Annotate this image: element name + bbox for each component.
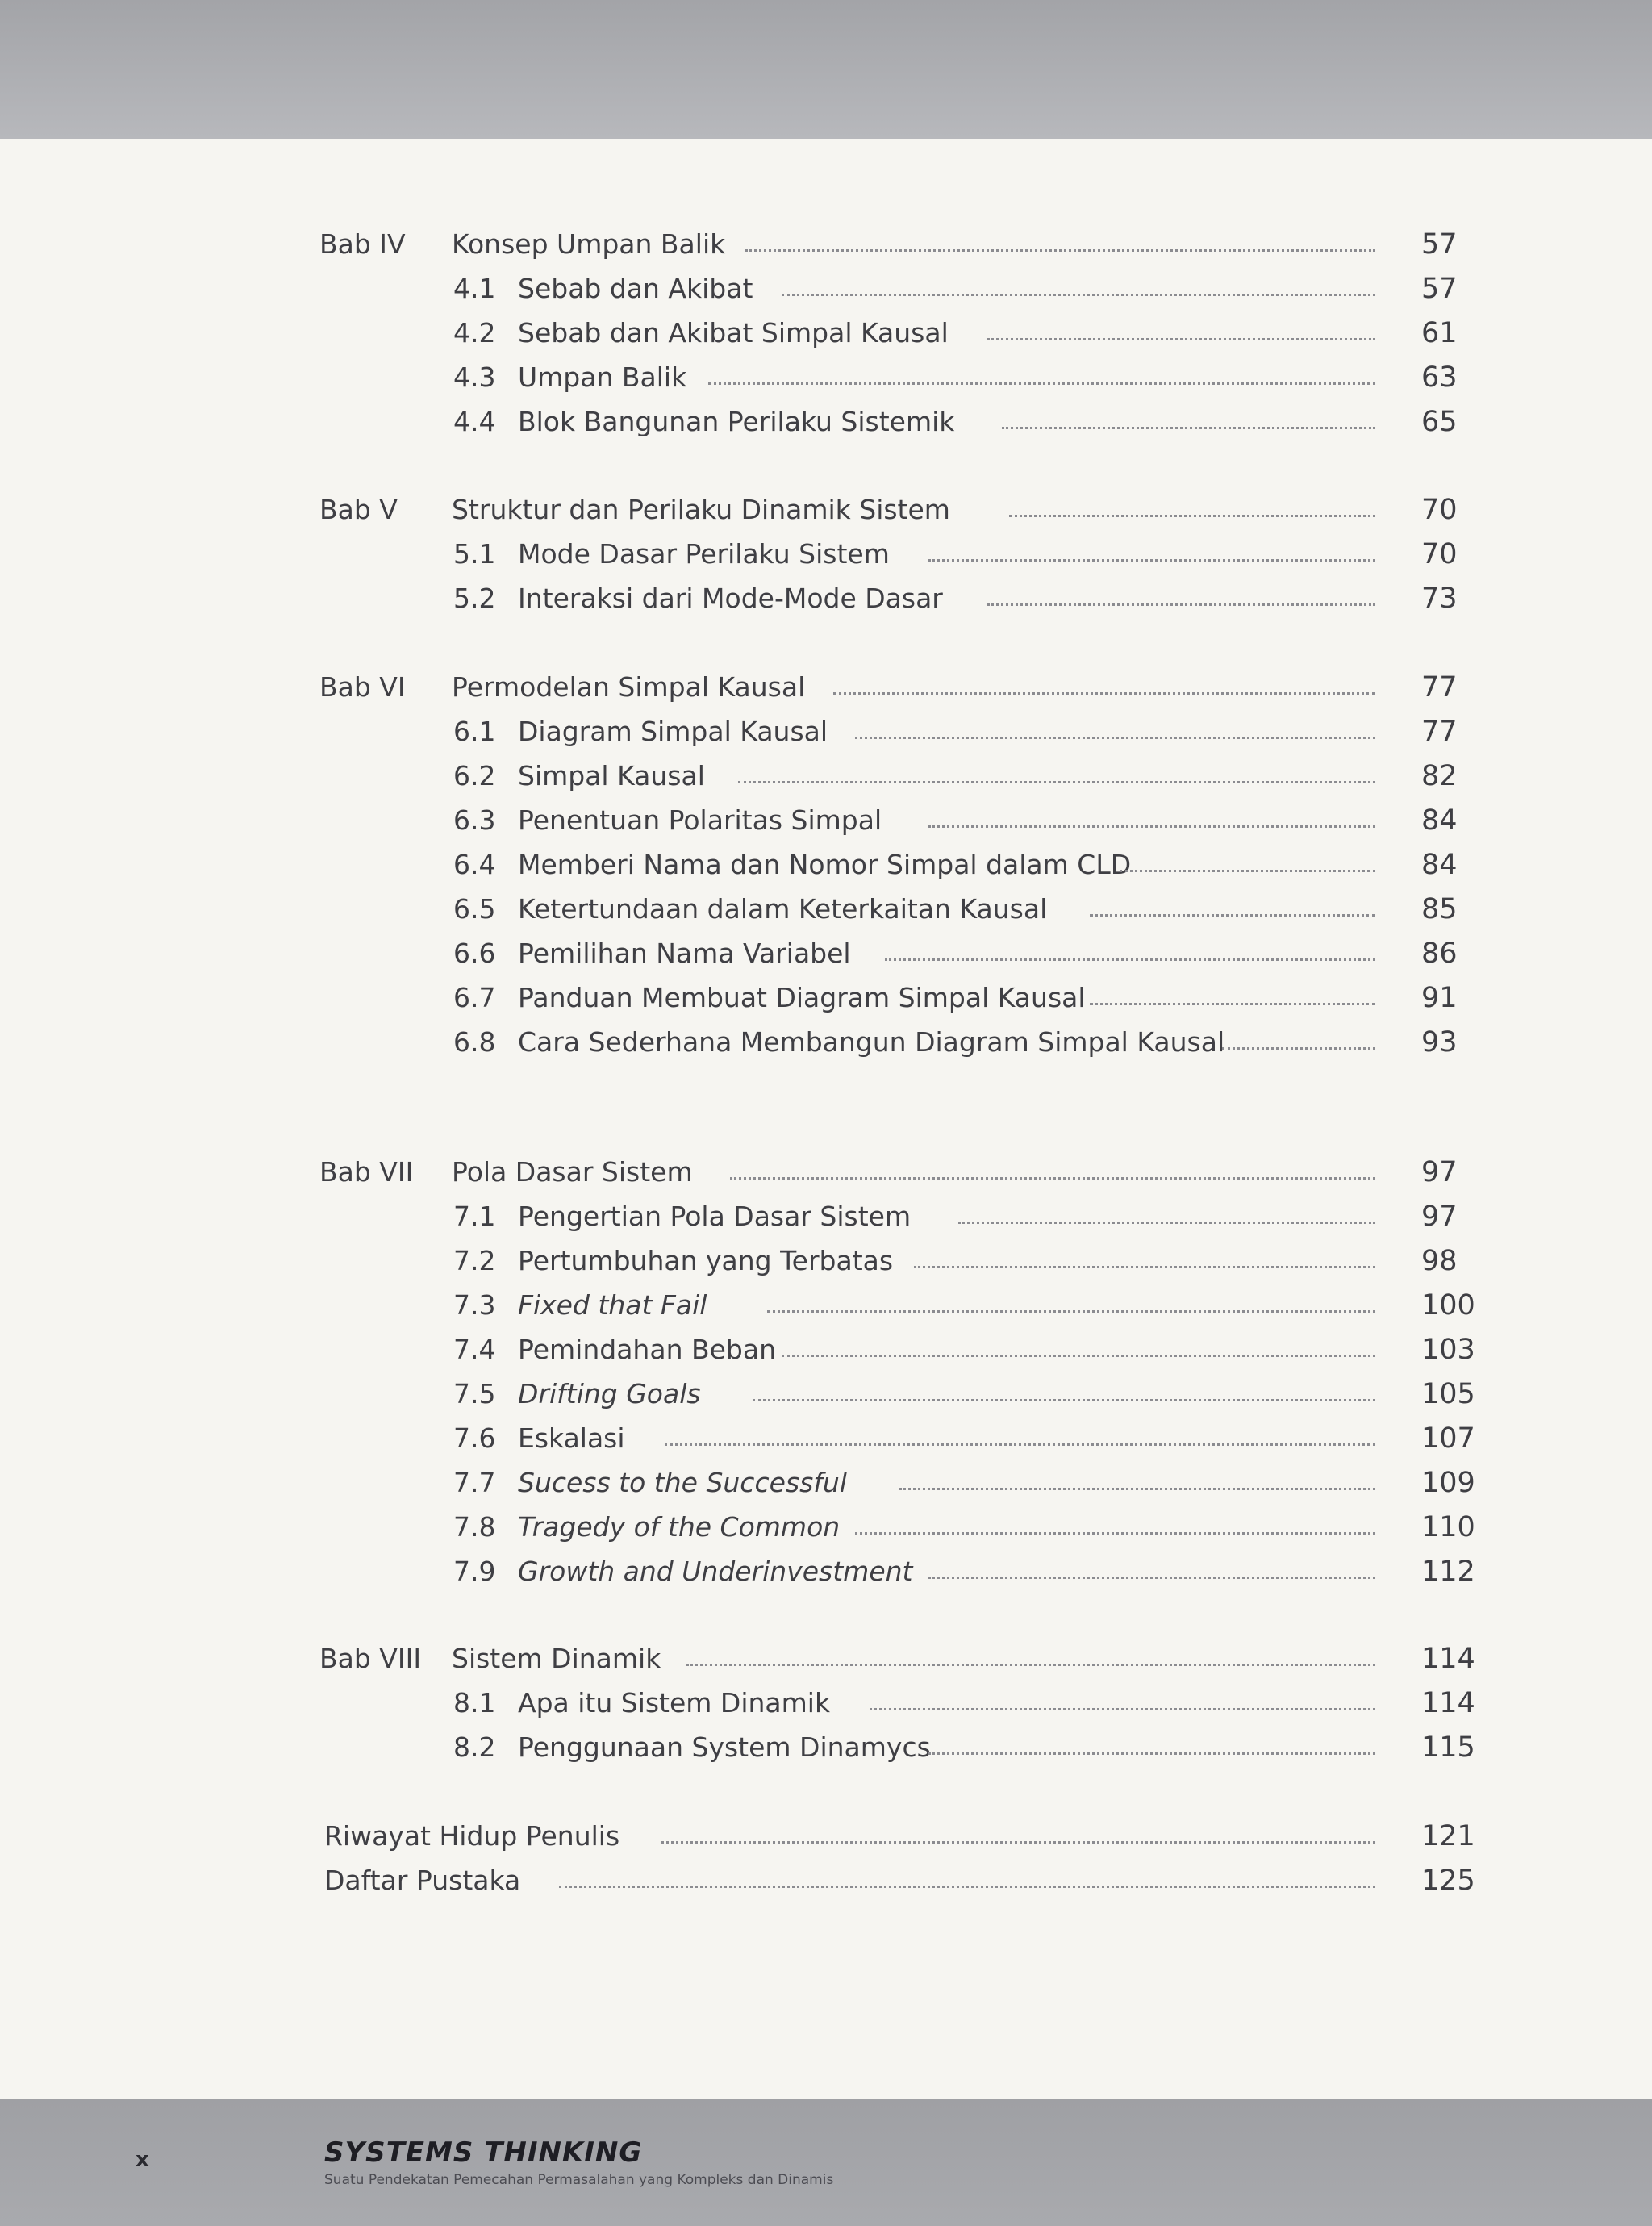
page-number: 93 — [1421, 1026, 1458, 1059]
toc-entry — [0, 1201, 1652, 1233]
dot-leader — [745, 249, 1375, 252]
page-number: 86 — [1421, 938, 1458, 970]
dot-leader — [855, 1532, 1375, 1535]
toc-entry — [0, 1731, 1652, 1764]
section-number: 8.1 — [453, 1687, 496, 1719]
page-number: 57 — [1421, 273, 1458, 305]
toc-entry — [0, 1245, 1652, 1277]
page-number: 107 — [1421, 1422, 1475, 1455]
section-number: 4.1 — [453, 273, 496, 304]
footer-band — [0, 2099, 1652, 2226]
page-number: 84 — [1421, 849, 1458, 881]
dot-leader — [914, 1266, 1375, 1268]
page-number: 114 — [1421, 1687, 1475, 1719]
dot-leader — [885, 958, 1375, 961]
page-number: 65 — [1421, 406, 1458, 438]
section-title: Mode Dasar Perilaku Sistem — [518, 538, 890, 570]
chapter-label: Bab VII — [319, 1156, 414, 1188]
toc-entry — [0, 1865, 1652, 1897]
section-number: 6.5 — [453, 893, 496, 925]
section-title: Cara Sederhana Membangun Diagram Simpal Kausal — [518, 1026, 1225, 1058]
page-number: 61 — [1421, 317, 1458, 349]
section-number: 7.2 — [453, 1245, 496, 1276]
toc-entry — [0, 1156, 1652, 1188]
page-number: 98 — [1421, 1245, 1458, 1277]
section-title: Interaksi dari Mode-Mode Dasar — [518, 583, 943, 614]
dot-leader — [559, 1886, 1375, 1888]
section-number: 8.2 — [453, 1731, 496, 1763]
dot-leader — [1090, 1003, 1375, 1005]
section-number: 4.2 — [453, 317, 496, 349]
dot-leader — [833, 692, 1375, 695]
toc-entry — [0, 716, 1652, 748]
section-title: Fixed that Fail — [518, 1289, 707, 1321]
section-title: Sebab dan Akibat Simpal Kausal — [518, 317, 949, 349]
section-title: Sucess to the Successful — [518, 1467, 847, 1498]
chapter-label: Bab VI — [319, 671, 406, 703]
dot-leader — [1222, 1047, 1375, 1050]
page-number: 121 — [1421, 1820, 1475, 1852]
dot-leader — [782, 1355, 1375, 1357]
dot-leader — [738, 781, 1375, 783]
page-number: 103 — [1421, 1334, 1475, 1366]
toc-entry — [0, 893, 1652, 925]
dot-leader — [1002, 427, 1375, 429]
toc-entry — [0, 1334, 1652, 1366]
page-number: 63 — [1421, 361, 1458, 394]
section-title: Memberi Nama dan Nomor Simpal dalam CLD — [518, 849, 1132, 880]
section-title: Simpal Kausal — [518, 760, 705, 791]
section-title: Pemilihan Nama Variabel — [518, 938, 851, 969]
section-number: 7.3 — [453, 1289, 496, 1321]
section-number: 6.7 — [453, 982, 496, 1013]
dot-leader — [958, 1222, 1375, 1224]
page-number: 77 — [1421, 671, 1458, 704]
chapter-title: Sistem Dinamik — [452, 1643, 661, 1674]
toc-entry — [0, 804, 1652, 837]
toc-entry — [0, 1820, 1652, 1852]
toc-entry — [0, 1556, 1652, 1588]
chapter-title: Struktur dan Perilaku Dinamik Sistem — [452, 494, 950, 525]
dot-leader — [928, 1577, 1375, 1579]
toc-entry — [0, 671, 1652, 704]
section-title: Pengertian Pola Dasar Sistem — [518, 1201, 912, 1232]
page-number: 70 — [1421, 538, 1458, 570]
dot-leader — [987, 603, 1375, 606]
section-number: 7.9 — [453, 1556, 496, 1587]
dot-leader — [661, 1841, 1375, 1844]
toc-entry — [0, 361, 1652, 394]
page-number: 70 — [1421, 494, 1458, 526]
section-title: Panduan Membuat Diagram Simpal Kausal — [518, 982, 1086, 1013]
section-number: 6.3 — [453, 804, 496, 836]
toc-entry — [0, 1289, 1652, 1322]
page-number: 85 — [1421, 893, 1458, 925]
page-number: 114 — [1421, 1643, 1475, 1675]
section-number: 7.6 — [453, 1422, 496, 1454]
page-number: 100 — [1421, 1289, 1475, 1322]
dot-leader — [1090, 914, 1375, 917]
toc-entry — [0, 1643, 1652, 1675]
toc-entry — [0, 1687, 1652, 1719]
dot-leader — [1120, 870, 1375, 872]
toc-entry — [0, 1422, 1652, 1455]
chapter-title: Permodelan Simpal Kausal — [452, 671, 806, 703]
chapter-title: Daftar Pustaka — [324, 1865, 521, 1896]
page-number: 109 — [1421, 1467, 1475, 1499]
chapter-title: Pola Dasar Sistem — [452, 1156, 693, 1188]
page-marker: x — [136, 2148, 149, 2172]
chapter-title: Riwayat Hidup Penulis — [324, 1820, 620, 1852]
section-number: 7.4 — [453, 1334, 496, 1365]
section-number: 5.1 — [453, 538, 496, 570]
chapter-label: Bab VIII — [319, 1643, 422, 1674]
dot-leader — [899, 1488, 1375, 1490]
dot-leader — [987, 338, 1375, 340]
section-number: 4.4 — [453, 406, 496, 437]
toc-entry — [0, 1511, 1652, 1543]
section-number: 7.8 — [453, 1511, 496, 1543]
toc-entry — [0, 228, 1652, 261]
page-number: 57 — [1421, 228, 1458, 261]
dot-leader — [870, 1708, 1375, 1710]
page-number: 110 — [1421, 1511, 1475, 1543]
toc-entry — [0, 273, 1652, 305]
section-number: 6.6 — [453, 938, 496, 969]
page-number: 97 — [1421, 1156, 1458, 1188]
section-title: Eskalasi — [518, 1422, 625, 1454]
section-title: Blok Bangunan Perilaku Sistemik — [518, 406, 955, 437]
dot-leader — [686, 1664, 1375, 1666]
toc-entry — [0, 938, 1652, 970]
section-title: Diagram Simpal Kausal — [518, 716, 828, 747]
section-number: 7.1 — [453, 1201, 496, 1232]
dot-leader — [767, 1310, 1375, 1313]
section-title: Ketertundaan dalam Keterkaitan Kausal — [518, 893, 1048, 925]
page-number: 77 — [1421, 716, 1458, 748]
page-number: 125 — [1421, 1865, 1475, 1897]
toc-entry — [0, 494, 1652, 526]
dot-leader — [928, 1752, 1375, 1755]
page-number: 91 — [1421, 982, 1458, 1014]
dot-leader — [928, 559, 1375, 562]
section-title: Tragedy of the Common — [518, 1511, 841, 1543]
section-number: 5.2 — [453, 583, 496, 614]
section-title: Umpan Balik — [518, 361, 687, 393]
toc-entry — [0, 1378, 1652, 1410]
section-title: Growth and Underinvestment — [518, 1556, 913, 1587]
dot-leader — [708, 382, 1375, 385]
section-title: Sebab dan Akibat — [518, 273, 753, 304]
section-number: 6.4 — [453, 849, 496, 880]
dot-leader — [855, 737, 1375, 739]
section-title: Drifting Goals — [518, 1378, 701, 1410]
chapter-label: Bab IV — [319, 228, 406, 260]
toc-entry — [0, 406, 1652, 438]
page-number: 73 — [1421, 583, 1458, 615]
toc-entry — [0, 538, 1652, 570]
page-number: 112 — [1421, 1556, 1475, 1588]
toc-entry — [0, 317, 1652, 349]
section-number: 6.8 — [453, 1026, 496, 1058]
page-number: 115 — [1421, 1731, 1475, 1764]
section-title: Pertumbuhan yang Terbatas — [518, 1245, 894, 1276]
section-number: 7.7 — [453, 1467, 496, 1498]
page-number: 84 — [1421, 804, 1458, 837]
dot-leader — [753, 1399, 1375, 1401]
dot-leader — [928, 825, 1375, 828]
book-subtitle: Suatu Pendekatan Pemecahan Permasalahan yang Kompleks dan Dinamis — [324, 2172, 834, 2188]
chapter-title: Konsep Umpan Balik — [452, 228, 726, 260]
toc-entry — [0, 583, 1652, 615]
dot-leader — [730, 1177, 1375, 1180]
section-title: Penentuan Polaritas Simpal — [518, 804, 882, 836]
chapter-label: Bab V — [319, 494, 398, 525]
book-title: SYSTEMS THINKING — [324, 2136, 643, 2169]
section-number: 7.5 — [453, 1378, 496, 1410]
section-number: 6.1 — [453, 716, 496, 747]
section-title: Pemindahan Beban — [518, 1334, 776, 1365]
dot-leader — [665, 1443, 1375, 1446]
section-title: Penggunaan System Dinamycs — [518, 1731, 931, 1763]
toc-entry — [0, 1467, 1652, 1499]
toc-entry — [0, 1026, 1652, 1059]
toc-entry — [0, 982, 1652, 1014]
page-number: 97 — [1421, 1201, 1458, 1233]
section-number: 4.3 — [453, 361, 496, 393]
dot-leader — [1009, 515, 1375, 517]
section-number: 6.2 — [453, 760, 496, 791]
page-number: 105 — [1421, 1378, 1475, 1410]
page-number: 82 — [1421, 760, 1458, 792]
toc-entry — [0, 849, 1652, 881]
toc-entry — [0, 760, 1652, 792]
dot-leader — [782, 294, 1375, 296]
section-title: Apa itu Sistem Dinamik — [518, 1687, 831, 1719]
